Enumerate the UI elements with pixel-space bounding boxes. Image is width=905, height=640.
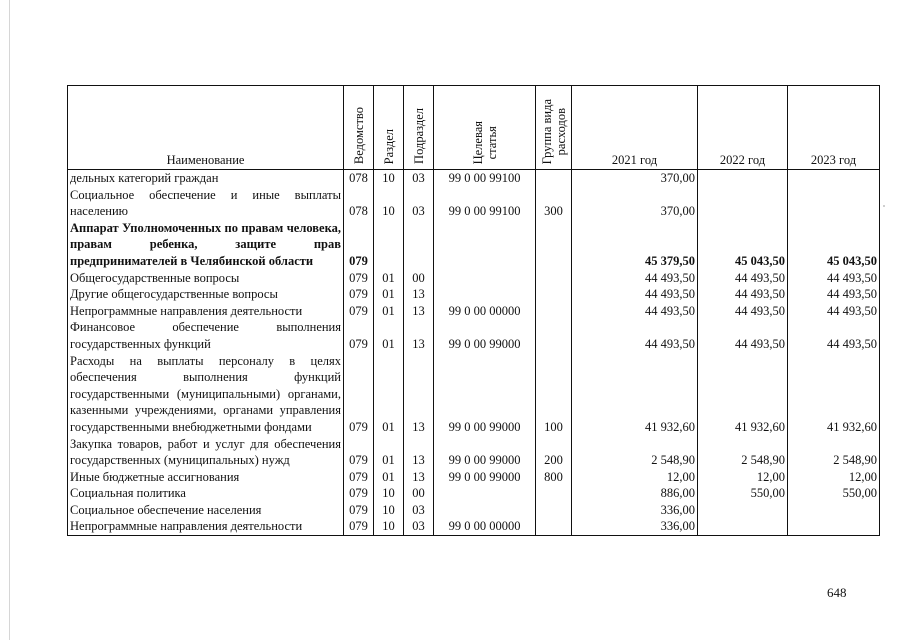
row-section: 01 <box>374 286 404 303</box>
row-subsection: 13 <box>404 303 434 320</box>
row-subsection <box>404 220 434 270</box>
row-group <box>536 485 572 502</box>
table-row <box>68 502 880 519</box>
row-group <box>536 502 572 519</box>
row-2022: 2 548,90 <box>698 436 788 469</box>
table-header-row <box>68 86 880 170</box>
row-2022 <box>698 170 788 187</box>
table-row <box>68 436 880 469</box>
row-dept: 079 <box>344 502 374 519</box>
row-2022: 550,00 <box>698 485 788 502</box>
page-number: 648 <box>827 585 847 600</box>
table-row <box>68 469 880 486</box>
row-subsection: 03 <box>404 170 434 187</box>
row-name: Другие общегосударственные вопросы <box>68 286 344 303</box>
table-row <box>68 270 880 287</box>
row-dept: 079 <box>344 286 374 303</box>
row-2021: 370,00 <box>572 170 698 187</box>
row-2021: 44 493,50 <box>572 319 698 352</box>
row-target <box>434 502 536 519</box>
header-name: Наименование <box>68 86 344 170</box>
row-target <box>434 220 536 270</box>
row-section: 10 <box>374 170 404 187</box>
row-2023: 2 548,90 <box>788 436 880 469</box>
row-group <box>536 220 572 270</box>
row-2022 <box>698 502 788 519</box>
row-2023: 44 493,50 <box>788 319 880 352</box>
row-dept: 079 <box>344 518 374 535</box>
row-dept: 079 <box>344 303 374 320</box>
table-row <box>68 319 880 352</box>
row-2021: 44 493,50 <box>572 270 698 287</box>
row-2021: 336,00 <box>572 502 698 519</box>
row-name: Социальное обеспечение населения <box>68 502 344 519</box>
row-group: 300 <box>536 187 572 220</box>
header-group: Группа вида расходов <box>536 86 572 170</box>
table-row <box>68 485 880 502</box>
row-section: 01 <box>374 303 404 320</box>
row-group <box>536 303 572 320</box>
row-section: 10 <box>374 485 404 502</box>
table-row <box>68 187 880 220</box>
table-row <box>68 353 880 436</box>
row-target <box>434 270 536 287</box>
row-2021: 44 493,50 <box>572 303 698 320</box>
header-subsection: Подраздел <box>404 86 434 170</box>
row-2023: 41 932,60 <box>788 353 880 436</box>
row-2022 <box>698 518 788 535</box>
row-group <box>536 170 572 187</box>
row-2022: 44 493,50 <box>698 319 788 352</box>
row-subsection: 03 <box>404 518 434 535</box>
row-name: Непрограммные направления деятельности <box>68 518 344 535</box>
row-section: 01 <box>374 353 404 436</box>
row-name: Иные бюджетные ассигнования <box>68 469 344 486</box>
row-section: 10 <box>374 518 404 535</box>
table-row <box>68 518 880 535</box>
row-2023 <box>788 502 880 519</box>
header-2021: 2021 год <box>572 86 698 170</box>
row-group: 200 <box>536 436 572 469</box>
row-section: 10 <box>374 187 404 220</box>
row-2022: 12,00 <box>698 469 788 486</box>
row-name: Общегосударственные вопросы <box>68 270 344 287</box>
row-target: 99 0 00 00000 <box>434 303 536 320</box>
row-target: 99 0 00 99000 <box>434 436 536 469</box>
row-dept: 079 <box>344 270 374 287</box>
header-section: Раздел <box>374 86 404 170</box>
row-dept: 078 <box>344 187 374 220</box>
row-dept: 079 <box>344 353 374 436</box>
table-row <box>68 286 880 303</box>
row-2022: 41 932,60 <box>698 353 788 436</box>
row-group <box>536 286 572 303</box>
header-target: Целевая статья <box>434 86 536 170</box>
row-subsection: 13 <box>404 319 434 352</box>
table-row <box>68 170 880 187</box>
row-2023: 45 043,50 <box>788 220 880 270</box>
row-target <box>434 485 536 502</box>
row-2023 <box>788 187 880 220</box>
row-section: 10 <box>374 502 404 519</box>
row-dept: 079 <box>344 319 374 352</box>
row-section: 01 <box>374 319 404 352</box>
row-group <box>536 270 572 287</box>
table-row <box>68 303 880 320</box>
table-row <box>68 220 880 270</box>
row-target: 99 0 00 99100 <box>434 170 536 187</box>
scan-edge-line <box>9 0 10 640</box>
row-group <box>536 518 572 535</box>
row-2023 <box>788 518 880 535</box>
row-name: Непрограммные направления деятельности <box>68 303 344 320</box>
header-dept: Ведомство <box>344 86 374 170</box>
row-2023: 44 493,50 <box>788 270 880 287</box>
row-group <box>536 319 572 352</box>
row-2023: 44 493,50 <box>788 303 880 320</box>
row-name: Расходы на выплаты персоналу в целях обеспечения выполнения функций государственными (муниципальными) органами, казенными учреждениями, органами управления государственными внебюджетными фондами <box>68 353 344 436</box>
row-name: дельных категорий граждан <box>68 170 344 187</box>
header-2023: 2023 год <box>788 86 880 170</box>
row-2021: 41 932,60 <box>572 353 698 436</box>
row-subsection: 13 <box>404 436 434 469</box>
row-dept: 078 <box>344 170 374 187</box>
row-subsection: 03 <box>404 502 434 519</box>
row-2021: 886,00 <box>572 485 698 502</box>
row-name: Социальная политика <box>68 485 344 502</box>
row-name: Финансовое обеспечение выполнения государственных функций <box>68 319 344 352</box>
row-2021: 45 379,50 <box>572 220 698 270</box>
row-dept: 079 <box>344 469 374 486</box>
budget-table <box>67 85 880 536</box>
row-2021: 2 548,90 <box>572 436 698 469</box>
row-target <box>434 286 536 303</box>
row-dept: 079 <box>344 436 374 469</box>
scan-speck <box>883 205 885 207</box>
row-2022: 44 493,50 <box>698 303 788 320</box>
row-2022: 45 043,50 <box>698 220 788 270</box>
row-2021: 336,00 <box>572 518 698 535</box>
row-2023: 550,00 <box>788 485 880 502</box>
row-2022 <box>698 187 788 220</box>
row-section: 01 <box>374 436 404 469</box>
row-target: 99 0 00 99000 <box>434 319 536 352</box>
row-target: 99 0 00 99000 <box>434 469 536 486</box>
row-name: Аппарат Уполномоченных по правам человека, правам ребенка, защите прав предпринимателей в Челябинской области <box>68 220 344 270</box>
row-2021: 12,00 <box>572 469 698 486</box>
row-subsection: 00 <box>404 270 434 287</box>
row-dept: 079 <box>344 220 374 270</box>
row-subsection: 13 <box>404 469 434 486</box>
row-dept: 079 <box>344 485 374 502</box>
row-section: 01 <box>374 469 404 486</box>
row-subsection: 00 <box>404 485 434 502</box>
row-target: 99 0 00 99100 <box>434 187 536 220</box>
row-2022: 44 493,50 <box>698 286 788 303</box>
row-2022: 44 493,50 <box>698 270 788 287</box>
row-section <box>374 220 404 270</box>
row-target: 99 0 00 00000 <box>434 518 536 535</box>
row-subsection: 03 <box>404 187 434 220</box>
row-section: 01 <box>374 270 404 287</box>
row-target: 99 0 00 99000 <box>434 353 536 436</box>
row-2023: 44 493,50 <box>788 286 880 303</box>
row-group: 100 <box>536 353 572 436</box>
row-name: Социальное обеспечение и иные выплаты населению <box>68 187 344 220</box>
row-2023: 12,00 <box>788 469 880 486</box>
row-subsection: 13 <box>404 353 434 436</box>
row-name: Закупка товаров, работ и услуг для обеспечения государственных (муниципальных) нужд <box>68 436 344 469</box>
row-group: 800 <box>536 469 572 486</box>
row-subsection: 13 <box>404 286 434 303</box>
row-2021: 370,00 <box>572 187 698 220</box>
row-2023 <box>788 170 880 187</box>
header-2022: 2022 год <box>698 86 788 170</box>
row-2021: 44 493,50 <box>572 286 698 303</box>
